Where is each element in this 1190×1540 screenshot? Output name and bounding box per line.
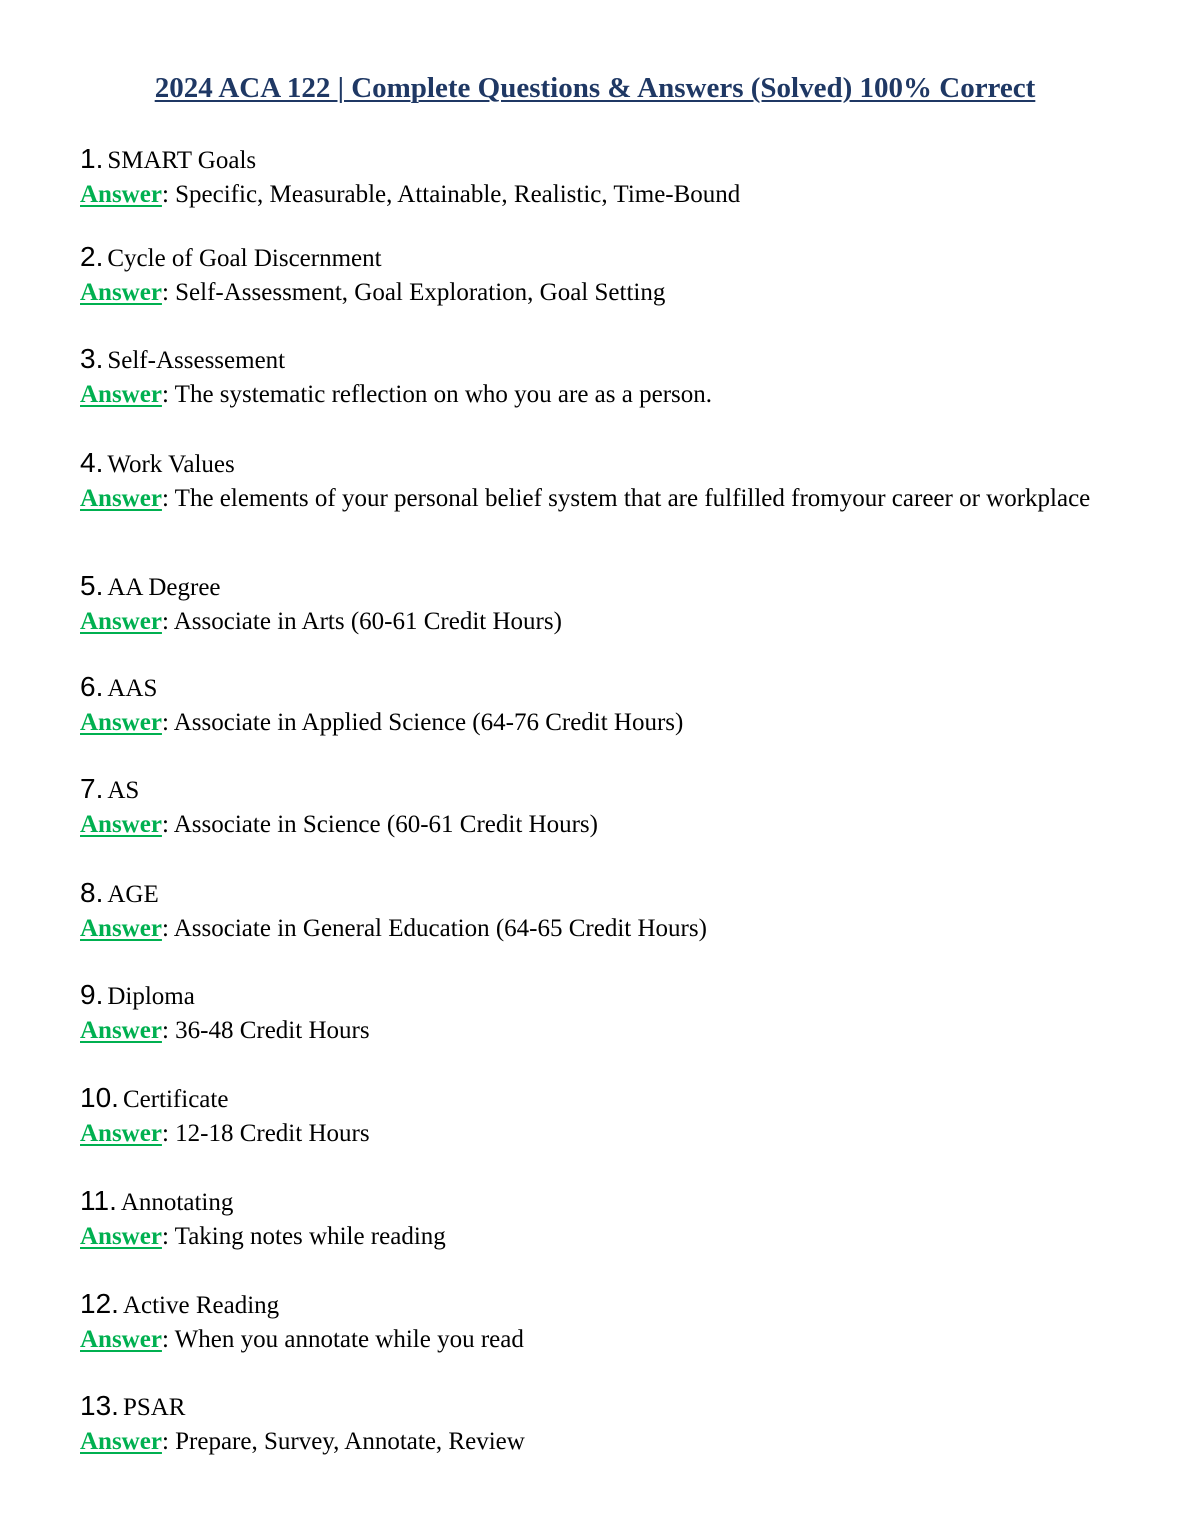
- answer-text: : Taking notes while reading: [161, 1223, 446, 1250]
- qa-item-13: [80, 1390, 1100, 1457]
- question-line: [80, 447, 1100, 484]
- question-number: 11.: [80, 1185, 117, 1216]
- answer-text: : The elements of your personal belief system that are fulfilled fromyour career or workplace: [161, 485, 1091, 512]
- question-number: 12.: [80, 1288, 119, 1319]
- answer-line: [80, 1427, 1100, 1457]
- question-line: [80, 773, 1100, 810]
- qa-item-7: [80, 773, 1100, 840]
- qa-item-2: [80, 241, 1100, 308]
- answer-label: Answer: [80, 915, 162, 942]
- question-number: 2.: [80, 241, 104, 272]
- qa-item-11: [80, 1185, 1100, 1252]
- answer-line: [80, 180, 1100, 210]
- answer-label: Answer: [80, 1428, 162, 1455]
- question-term: AS: [107, 777, 140, 804]
- qa-item-4: [80, 447, 1100, 514]
- answer-text: : Specific, Measurable, Attainable, Realistic, Time-Bound: [161, 181, 741, 208]
- answer-text: : 12-18 Credit Hours: [161, 1120, 370, 1147]
- qa-item-9: [80, 979, 1100, 1046]
- question-line: [80, 570, 1100, 607]
- question-line: [80, 143, 1100, 180]
- answer-line: [80, 708, 1100, 738]
- question-number: 5.: [80, 570, 104, 601]
- answer-label: Answer: [80, 1120, 162, 1147]
- question-term: SMART Goals: [107, 147, 257, 174]
- answer-line: [80, 1119, 1100, 1149]
- answer-line: [80, 914, 1100, 944]
- question-term: Cycle of Goal Discernment: [107, 245, 382, 272]
- answer-label: Answer: [80, 485, 162, 512]
- question-line: [80, 1082, 1100, 1119]
- answer-label: Answer: [80, 1326, 162, 1353]
- qa-item-10: [80, 1082, 1100, 1149]
- question-line: [80, 671, 1100, 708]
- answer-label: Answer: [80, 608, 162, 635]
- question-line: [80, 979, 1100, 1016]
- question-number: 13.: [80, 1390, 119, 1421]
- answer-text: : Associate in General Education (64-65 Credit Hours): [161, 915, 707, 942]
- question-number: 10.: [80, 1082, 119, 1113]
- question-term: Diploma: [107, 983, 195, 1010]
- question-number: 1.: [80, 143, 104, 174]
- answer-text: : Prepare, Survey, Annotate, Review: [161, 1428, 525, 1455]
- qa-item-1: [80, 143, 1100, 210]
- answer-line: [80, 278, 1100, 308]
- question-line: [80, 241, 1100, 278]
- question-term: Annotating: [120, 1189, 234, 1216]
- question-number: 6.: [80, 671, 104, 702]
- question-line: [80, 1288, 1100, 1325]
- question-line: [80, 1185, 1100, 1222]
- answer-text: : The systematic reflection on who you are as a person.: [161, 381, 712, 408]
- answer-label: Answer: [80, 1017, 162, 1044]
- qa-item-5: [80, 570, 1100, 637]
- question-line: [80, 877, 1100, 914]
- question-term: AGE: [107, 881, 159, 908]
- question-number: 9.: [80, 979, 104, 1010]
- qa-item-12: [80, 1288, 1100, 1355]
- question-number: 8.: [80, 877, 104, 908]
- answer-label: Answer: [80, 811, 162, 838]
- answer-label: Answer: [80, 381, 162, 408]
- document-title: 2024 ACA 122 | Complete Questions & Answers (Solved) 100% Correct: [154, 72, 1036, 104]
- answer-text: : Associate in Arts (60-61 Credit Hours): [161, 608, 562, 635]
- answer-line: [80, 607, 1100, 637]
- answer-text: : Associate in Applied Science (64-76 Credit Hours): [161, 709, 684, 736]
- answer-label: Answer: [80, 709, 162, 736]
- question-term: PSAR: [122, 1394, 186, 1421]
- answer-label: Answer: [80, 181, 162, 208]
- answer-line: [80, 1325, 1100, 1355]
- question-term: AA Degree: [107, 574, 221, 601]
- question-term: Work Values: [107, 451, 235, 478]
- question-line: [80, 343, 1100, 380]
- answer-line: [80, 380, 1100, 410]
- answer-line: [80, 1016, 1100, 1046]
- answer-text: : Associate in Science (60-61 Credit Hours): [161, 811, 598, 838]
- question-term: Self-Assessement: [107, 347, 286, 374]
- question-term: Active Reading: [122, 1292, 280, 1319]
- answer-text: : When you annotate while you read: [161, 1326, 524, 1353]
- question-number: 7.: [80, 773, 104, 804]
- question-number: 4.: [80, 447, 104, 478]
- question-term: AAS: [107, 675, 158, 702]
- qa-item-6: [80, 671, 1100, 738]
- answer-label: Answer: [80, 1223, 162, 1250]
- question-line: [80, 1390, 1100, 1427]
- answer-text: : 36-48 Credit Hours: [161, 1017, 370, 1044]
- answer-line: [80, 1222, 1100, 1252]
- question-number: 3.: [80, 343, 104, 374]
- answer-label: Answer: [80, 279, 162, 306]
- qa-item-3: [80, 343, 1100, 410]
- answer-line: [80, 484, 1100, 514]
- question-term: Certificate: [122, 1086, 229, 1113]
- answer-line: [80, 810, 1100, 840]
- answer-text: : Self-Assessment, Goal Exploration, Goal Setting: [161, 279, 666, 306]
- qa-item-8: [80, 877, 1100, 944]
